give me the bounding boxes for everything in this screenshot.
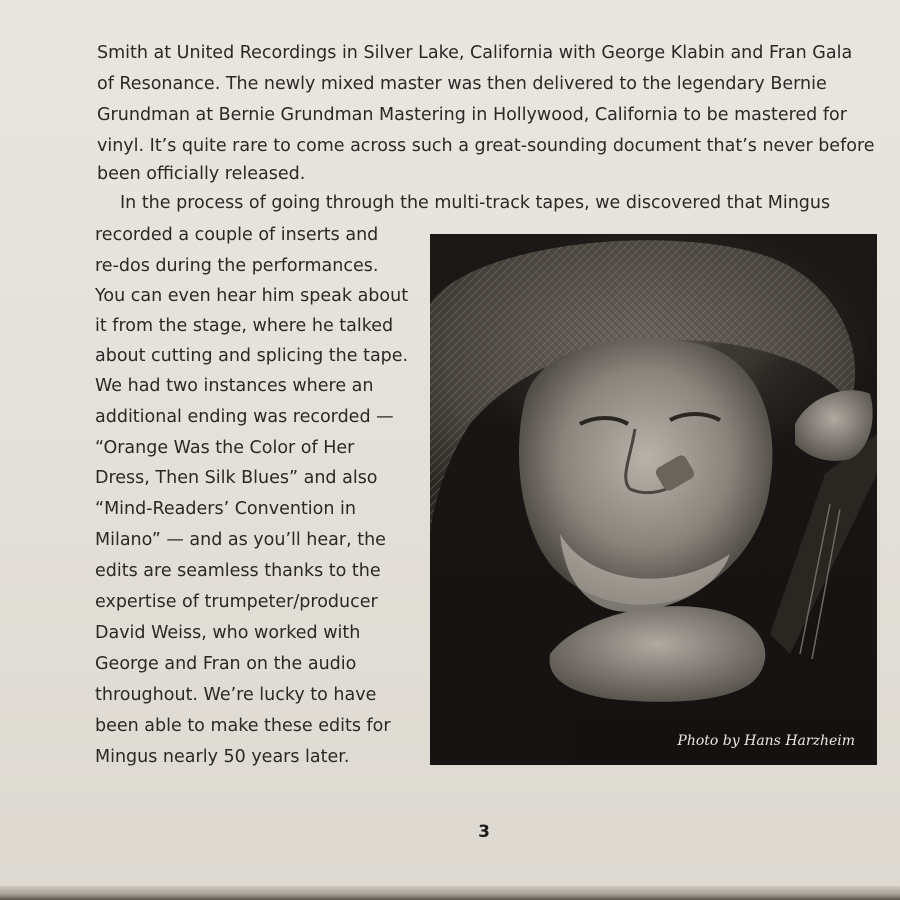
paragraph-2-line-14: David Weiss, who worked with xyxy=(95,623,361,643)
paragraph-2-line-16: throughout. We’re lucky to have xyxy=(95,685,377,705)
paragraph-2-line-7: additional ending was recorded — xyxy=(95,407,394,427)
paragraph-1-line-3: Grundman at Bernie Grundman Mastering in Hollywood, California to be mastered for xyxy=(97,105,847,125)
page-number: 3 xyxy=(478,822,490,842)
paragraph-2-line-1: recorded a couple of inserts and xyxy=(95,225,379,245)
paragraph-2-line-17: been able to make these edits for xyxy=(95,716,391,736)
paragraph-1-line-4: vinyl. It’s quite rare to come across such a great-sounding document that’s never before xyxy=(97,136,875,156)
paragraph-2-line-3: You can even hear him speak about xyxy=(95,286,409,306)
paragraph-2-first-line: In the process of going through the multi-track tapes, we discovered that Mingus xyxy=(120,193,831,213)
musician-photo xyxy=(430,234,877,765)
paragraph-2-line-8: “Orange Was the Color of Her xyxy=(95,438,355,458)
paragraph-1-line-1: Smith at United Recordings in Silver Lake, California with George Klabin and Fran Gala xyxy=(97,43,853,63)
paragraph-2-line-9: Dress, Then Silk Blues” and also xyxy=(95,468,378,488)
photo-credit: Photo by Hans Harzheim xyxy=(677,733,855,749)
paragraph-2-line-2: re-dos during the performances. xyxy=(95,256,379,276)
paragraph-2-line-18: Mingus nearly 50 years later. xyxy=(95,747,350,767)
paragraph-1-line-5: been officially released. xyxy=(97,164,306,184)
paragraph-2-line-12: edits are seamless thanks to the xyxy=(95,561,381,581)
page-bottom-edge xyxy=(0,886,900,900)
paragraph-2-line-4: it from the stage, where he talked xyxy=(95,316,394,336)
paragraph-1-line-2: of Resonance. The newly mixed master was then delivered to the legendary Bernie xyxy=(97,74,827,94)
paragraph-2-line-13: expertise of trumpeter/producer xyxy=(95,592,378,612)
paragraph-2-line-11: Milano” — and as you’ll hear, the xyxy=(95,530,386,550)
photo-illustration xyxy=(430,234,877,765)
paragraph-2-line-10: “Mind-Readers’ Convention in xyxy=(95,499,356,519)
paragraph-2-line-6: We had two instances where an xyxy=(95,376,374,396)
paragraph-2-line-15: George and Fran on the audio xyxy=(95,654,357,674)
paragraph-2-line-5: about cutting and splicing the tape. xyxy=(95,346,409,366)
